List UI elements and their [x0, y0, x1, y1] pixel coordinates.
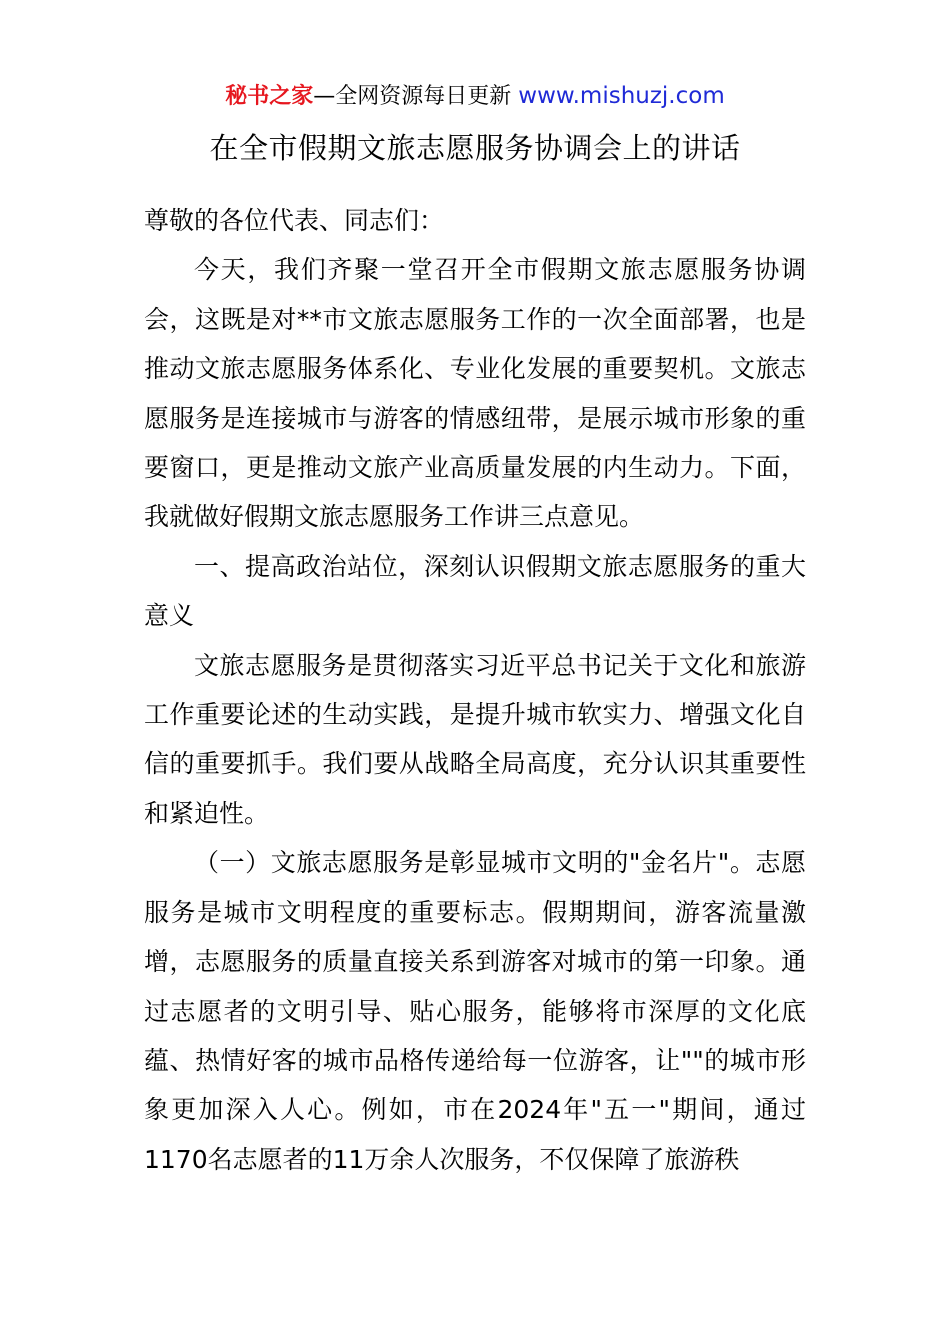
salutation: 尊敬的各位代表、同志们： — [144, 206, 445, 235]
document-title: 在全市假期文旅志愿服务协调会上的讲话 — [209, 131, 741, 165]
site-url-link[interactable]: www.mishuzj.com — [518, 83, 725, 109]
brand-name: 秘书之家 — [225, 84, 314, 109]
section-heading: 一、提高政治站位，深刻认识假期文旅志愿服务的重大意义 — [144, 551, 806, 631]
header-tagline: —全网资源每日更新 — [313, 84, 512, 109]
site-header — [0, 80, 950, 113]
document-body — [144, 196, 806, 1184]
paragraph-intro: 今天，我们齐聚一堂召开全市假期文旅志愿服务协调会，这既是对**市文旅志愿服务工作的一次全面部署，也是推动文旅志愿服务体系化、专业化发展的重要契机。文旅志愿服务是连接城市与游客的情感纽带，是展示城市形象的重要窗口，更是推动文旅产业高质量发展的内生动力。下面，我就做好假期文旅志愿服务工作讲三点意见。 — [144, 255, 806, 532]
paragraph-section-intro: 文旅志愿服务是贯彻落实习近平总书记关于文化和旅游工作重要论述的生动实践，是提升城市软实力、增强文化自信的重要抓手。我们要从战略全局高度，充分认识其重要性和紧迫性。 — [144, 650, 806, 828]
paragraph-subsection: （一）文旅志愿服务是彰显城市文明的"金名片"。志愿服务是城市文明程度的重要标志。假期期间，游客流量激增，志愿服务的质量直接关系到游客对城市的第一印象。通过志愿者的文明引导、贴心服务，能够将市深厚的文化底蕴、热情好客的城市品格传递给每一位游客，让""的城市形象更加深入人心。例如，市在2024年"五一"期间，通过1170名志愿者的11万余人次服务，不仅保障了旅游秩 — [144, 848, 806, 1174]
